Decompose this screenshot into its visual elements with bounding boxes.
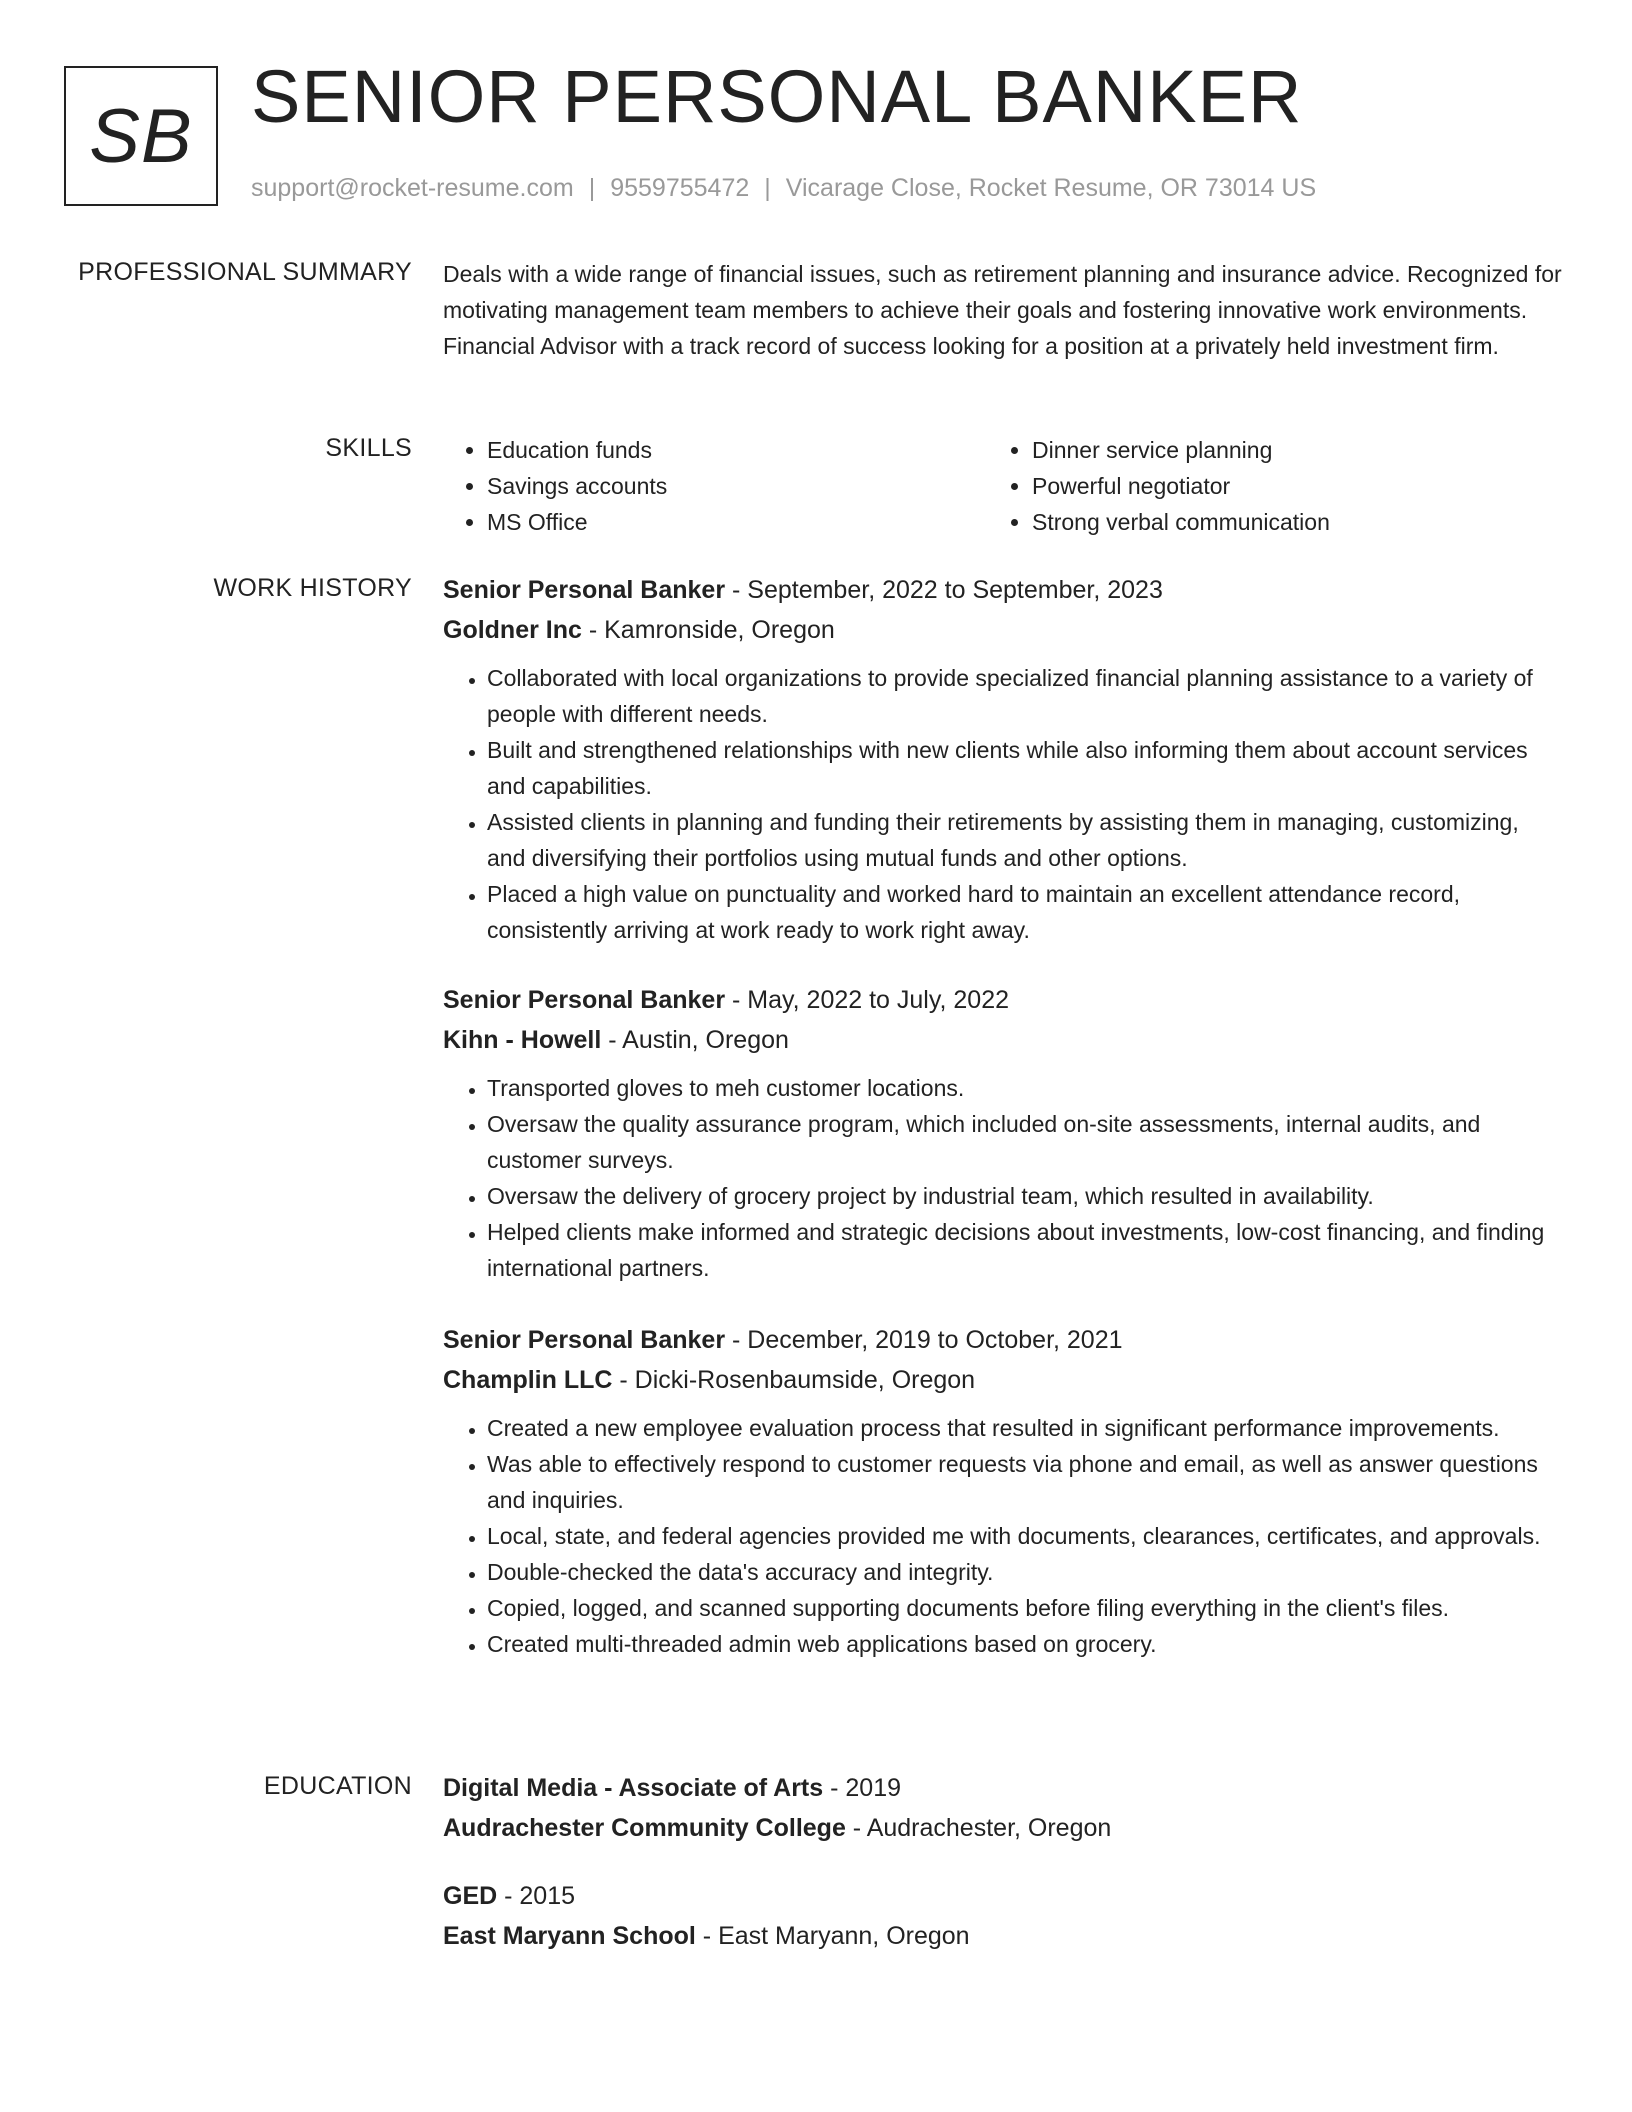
job-title: Senior Personal Banker (443, 986, 726, 1014)
job-location: - Dicki-Rosenbaumside, Oregon (612, 1366, 976, 1394)
skills-heading: SKILLS (325, 434, 412, 462)
contact-separator: | (764, 174, 771, 202)
job-title-line (443, 980, 1563, 1020)
job-bullet: • Collaborated with local organizations to provide specialized financial planning assistance to a variety of people with different needs. (487, 660, 1563, 732)
job-bullet: • Placed a high value on punctuality and worked hard to maintain an excellent attendance record, consistently arriving at work ready to work right away. (487, 876, 1563, 948)
skills-list-left (443, 432, 988, 540)
contact-line (251, 174, 1316, 203)
job-dates: - September, 2022 to September, 2023 (725, 576, 1163, 604)
skill-item: • Strong verbal communication (1032, 504, 1533, 540)
summary-body (443, 256, 1563, 364)
job-company: Goldner Inc (443, 616, 582, 644)
skills-body (443, 432, 1563, 540)
contact-email: support@rocket-resume.com (251, 174, 574, 202)
job-title-line (443, 1320, 1563, 1360)
job-bullet: • Created multi-threaded admin web applications based on grocery. (487, 1626, 1563, 1662)
job-bullet: • Local, state, and federal agencies provided me with documents, clearances, certificates, and approvals. (487, 1518, 1563, 1554)
job-bullet: • Created a new employee evaluation process that resulted in significant performance improvements. (487, 1410, 1563, 1446)
contact-phone: 9559755472 (610, 174, 750, 202)
contact-address: Vicarage Close, Rocket Resume, OR 73014 US (785, 174, 1317, 202)
job-bullets (443, 660, 1563, 948)
education-location: - Audrachester, Oregon (845, 1814, 1112, 1842)
education-degree: Digital Media - Associate of Arts (443, 1774, 824, 1802)
job-dates: - December, 2019 to October, 2021 (725, 1326, 1123, 1354)
education-degree-line (443, 1768, 1563, 1808)
education-entry (443, 1876, 1563, 1956)
job-entry (443, 980, 1563, 1286)
education-school-line (443, 1808, 1563, 1848)
monogram-logo: SB (64, 66, 218, 206)
job-entry (443, 1320, 1563, 1662)
job-company-line (443, 610, 1563, 650)
job-bullet: • Double-checked the data's accuracy and integrity. (487, 1554, 1563, 1590)
job-bullet: • Was able to effectively respond to customer requests via phone and email, as well as answer questions and inquiries. (487, 1446, 1563, 1518)
summary-heading: PROFESSIONAL SUMMARY (78, 258, 412, 286)
work-history-heading: WORK HISTORY (213, 574, 412, 602)
education-entry (443, 1768, 1563, 1848)
education-school: East Maryann School (443, 1922, 696, 1950)
job-company-line (443, 1360, 1563, 1400)
job-location: - Austin, Oregon (601, 1026, 789, 1054)
job-dates: - May, 2022 to July, 2022 (725, 986, 1010, 1014)
skill-item: • Dinner service planning (1032, 432, 1533, 468)
job-bullet: • Copied, logged, and scanned supporting documents before filing everything in the client's files. (487, 1590, 1563, 1626)
job-bullets (443, 1410, 1563, 1662)
job-title-line (443, 570, 1563, 610)
education-degree-line (443, 1876, 1563, 1916)
job-bullet: • Oversaw the quality assurance program, which included on-site assessments, internal audits, and customer surveys. (487, 1106, 1563, 1178)
skill-item: • Education funds (487, 432, 988, 468)
job-bullet: • Helped clients make informed and strategic decisions about investments, low-cost financing, and finding international partners. (487, 1214, 1563, 1286)
resume-title: SENIOR PERSONAL BANKER (251, 55, 1303, 138)
skill-item: • Powerful negotiator (1032, 468, 1533, 504)
education-year: - 2015 (497, 1882, 576, 1910)
job-bullet: • Assisted clients in planning and funding their retirements by assisting them in managing, customizing, and diversifying their portfolios using mutual funds and other options. (487, 804, 1563, 876)
education-year: - 2019 (823, 1774, 902, 1802)
skills-list-right (988, 432, 1533, 540)
job-bullets (443, 1070, 1563, 1286)
skill-item: • MS Office (487, 504, 988, 540)
job-bullet: • Transported gloves to meh customer locations. (487, 1070, 1563, 1106)
job-location: - Kamronside, Oregon (581, 616, 835, 644)
job-bullet: • Built and strengthened relationships with new clients while also informing them about account services and capabilities. (487, 732, 1563, 804)
job-title: Senior Personal Banker (443, 576, 726, 604)
education-degree: GED (443, 1882, 498, 1910)
job-company-line (443, 1020, 1563, 1060)
summary-text: Deals with a wide range of financial issues, such as retirement planning and insurance advice. Recognized for motivating management team members to achieve their goals and fostering innovative work environments. Financial Advisor with a track record of success looking for a position at a privately held investment firm. (443, 261, 1562, 359)
education-school: Audrachester Community College (443, 1814, 846, 1842)
job-title: Senior Personal Banker (443, 1326, 726, 1354)
job-company: Kihn - Howell (443, 1026, 602, 1054)
job-bullet: • Oversaw the delivery of grocery project by industrial team, which resulted in availability. (487, 1178, 1563, 1214)
skills-grid (443, 432, 1563, 540)
education-school-line (443, 1916, 1563, 1956)
education-location: - East Maryann, Oregon (695, 1922, 970, 1950)
skill-item: • Savings accounts (487, 468, 988, 504)
job-entry (443, 570, 1563, 948)
job-company: Champlin LLC (443, 1366, 613, 1394)
contact-separator: | (588, 174, 596, 202)
education-heading: EDUCATION (263, 1772, 412, 1800)
